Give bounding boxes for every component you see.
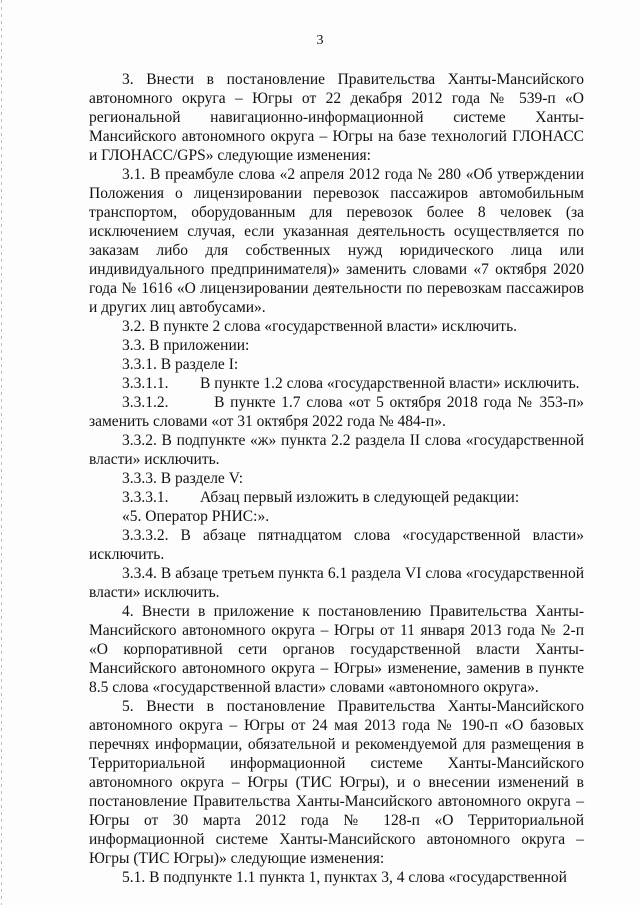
item-3-3-1-2 bbox=[89, 393, 584, 431]
paragraph-rnis: «5. Оператор РНИС:». bbox=[122, 508, 270, 525]
page-number: 3 bbox=[316, 33, 324, 48]
item-3-3-3-1 bbox=[89, 488, 584, 507]
item-number: 3.3.3.1. bbox=[122, 489, 169, 506]
paragraph-3-3: 3.3. В приложении: bbox=[122, 337, 250, 354]
item-number: 3.3.1.1. bbox=[122, 375, 169, 392]
paragraph-5-1: 5.1. В подпункте 1.1 пункта 1, пунктах 3, 4 слова «государственной bbox=[122, 869, 567, 886]
paragraph-5: 5. Внести в постановление Правительства Ханты-Мансийского автономного округа – Югры от 24 мая 2013 года № 190-п «О базовых перечнях информации, обязательной и рекомендуемой для размещения в Территориальной информационной системе Ханты-Мансийского автономного округа – Югры (ТИС Югры), и о внесении изменений в постановление Правительства Ханты-Мансийского автономного округа – Югры от 30 марта 2012 года № 128-п «О Территориальной информационной системе Ханты-Мансийского автономного округа – Югры (ТИС Югры)» следующие изменения: bbox=[89, 698, 584, 867]
paragraph-3-3-3: 3.3.3. В разделе V: bbox=[122, 470, 244, 487]
item-3-3-1-1 bbox=[89, 374, 584, 393]
paragraph-3-2: 3.2. В пункте 2 слова «государственной власти» исключить. bbox=[122, 318, 518, 335]
scan-edge-line bbox=[1, 0, 2, 905]
paragraph-3: 3. Внести в постановление Правительства Ханты-Мансийского автономного округа – Югры от 22 декабря 2012 года № 539-п «О региональной навигационно-информационной системе Ханты-Мансийского автономного округа – Югры на базе технологий ГЛОНАСС и ГЛОНАСС/GPS» следующие изменения: bbox=[89, 71, 584, 164]
paragraph-3-3-4: 3.3.4. В абзаце третьем пункта 6.1 раздела VI слова «государственной власти» исключить. bbox=[89, 565, 584, 601]
paragraph-3-3-2: 3.3.2. В подпункте «ж» пункта 2.2 раздела II слова «государственной власти» исключить. bbox=[89, 432, 584, 468]
paragraph-3-3-1: 3.3.1. В разделе I: bbox=[122, 356, 239, 373]
item-number: 3.3.1.2. bbox=[122, 394, 169, 411]
paragraph-4: 4. Внести в приложение к постановлению Правительства Ханты-Мансийского автономного округа – Югры от 11 января 2013 года № 2-п «О корпоративной сети органов государственной власти Ханты-Мансийского автономного округа – Югры» изменение, заменив в пункте 8.5 слова «государственной власти» словами «автономного округа». bbox=[89, 603, 584, 696]
paragraph-3-1: 3.1. В преамбуле слова «2 апреля 2012 года № 280 «Об утверждении Положения о лицензировании перевозок пассажиров автомобильным транспортом, оборудованным для перевозок более 8 человек (за исключением случая, если указанная деятельность осуществляется по заказам либо для собственных нужд юридического лица или индивидуального предпринимателя)» заменить словами «7 октября 2020 года № 1616 «О лицензировании деятельности по перевозкам пассажиров и других лиц автобусами». bbox=[89, 166, 584, 316]
item-text: Абзац первый изложить в следующей редакции: bbox=[200, 489, 520, 506]
paragraph-3-3-3-2: 3.3.3.2. В абзаце пятнадцатом слова «государственной власти» исключить. bbox=[89, 527, 584, 563]
item-text: В пункте 1.2 слова «государственной власти» исключить. bbox=[200, 375, 580, 392]
item-text: В пункте 1.7 слова «от 5 октября 2018 года № 353-п» заменить словами «от 31 октября 2022 года № 484-п». bbox=[89, 394, 585, 430]
document-body bbox=[89, 70, 584, 887]
